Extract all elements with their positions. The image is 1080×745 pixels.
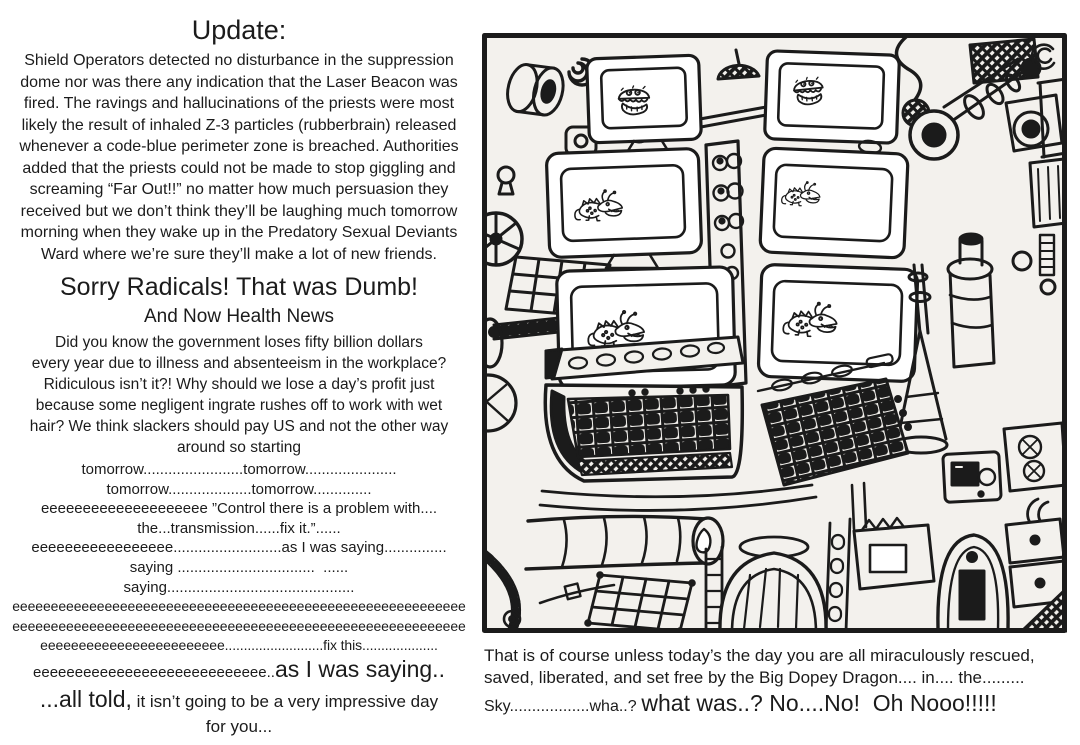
caption-line-1: That is of course unless today’s the day you are all miraculously rescued, [484, 646, 1035, 665]
health-news-heading: And Now Health News [143, 306, 335, 327]
small-tv-box [943, 452, 1001, 503]
transmission-static-lines: tomorrow........................tomorrow...................... tomorrow....................tomorrow.............. eeeeeeeeeeeeeeeeeeee ”Control there is a problem with.... the...transmission......fix it.”...... eeeeeeeeeeeeeeeee..........................as I was saying............... saying ................................. ...... saying............................................. eeeeeeeeeeeeeeeeeeeeeeeeeeeeeeeeeeeeeeeeeeeeeeeeeeeeeeeeeee eeeeeeeeeeeeeeeeeeeeeeeeeeeeeeeeeeeeeeeeeeeeeeeeeeeeeeeeeee eeeeeeeeeeeeeeeeeeeeeeee..........................fix this.................... [12, 461, 466, 654]
as-i-was-saying-line: eeeeeeeeeeeeeeeeeeeeeeeeeeee..as I was saying.. [33, 655, 445, 682]
caption-line-3: Sky..................wha..? what was..? No....No! Oh Nooo!!!!! [484, 690, 997, 716]
caption [482, 645, 1068, 722]
news-column [6, 4, 472, 738]
keyboard [545, 385, 742, 481]
crt-monitor [760, 148, 908, 258]
illustration-column [482, 33, 1068, 722]
caption-line-2: saved, liberated, and set free by the Big Dopey Dragon.... in.... the......... [484, 667, 1025, 687]
closing-line: for you... [205, 716, 273, 736]
crt-monitor [765, 51, 900, 144]
crt-monitor [546, 148, 702, 257]
health-paragraph: Did you know the government loses fifty billion dollars every year due to illness and absenteeism in the workplace? Ridiculous isn’t it?! Why should we lose a day’s profit just because some negligent ingrate rushes off to work with wet hair? We think slackers should pay US and not the other way around so starting [29, 334, 449, 456]
crt-monitor [587, 55, 702, 143]
update-paragraph: Shield Operators detected no disturbance in the suppression dome nor was there any indication that the Laser Beacon was fired. The ravings and hallucinations of the priests were most likely the result of inhaled Z-3 particles (rubberbrain) released whenever a code-blue perimeter zone is breached. Authorities added that the priests could not be made to stop giggling and screaming “Far Out!!” no matter how much persuasion they received but we don’t think they’ll be laughing much tomorrow morning when they wake up in the Predatory Sexual Deviants Ward where we’re sure they’ll make a lot of new friends. [19, 52, 459, 263]
sorry-radicals-heading: Sorry Radicals! That was Dumb! [60, 273, 418, 301]
gauge-box [1004, 423, 1066, 491]
update-heading: Update: [191, 15, 287, 45]
crt-monitor [758, 264, 918, 381]
all-told-line: ...all told, it isn’t going to be a very impressive day [39, 685, 439, 712]
control-room-illustration [482, 33, 1067, 633]
